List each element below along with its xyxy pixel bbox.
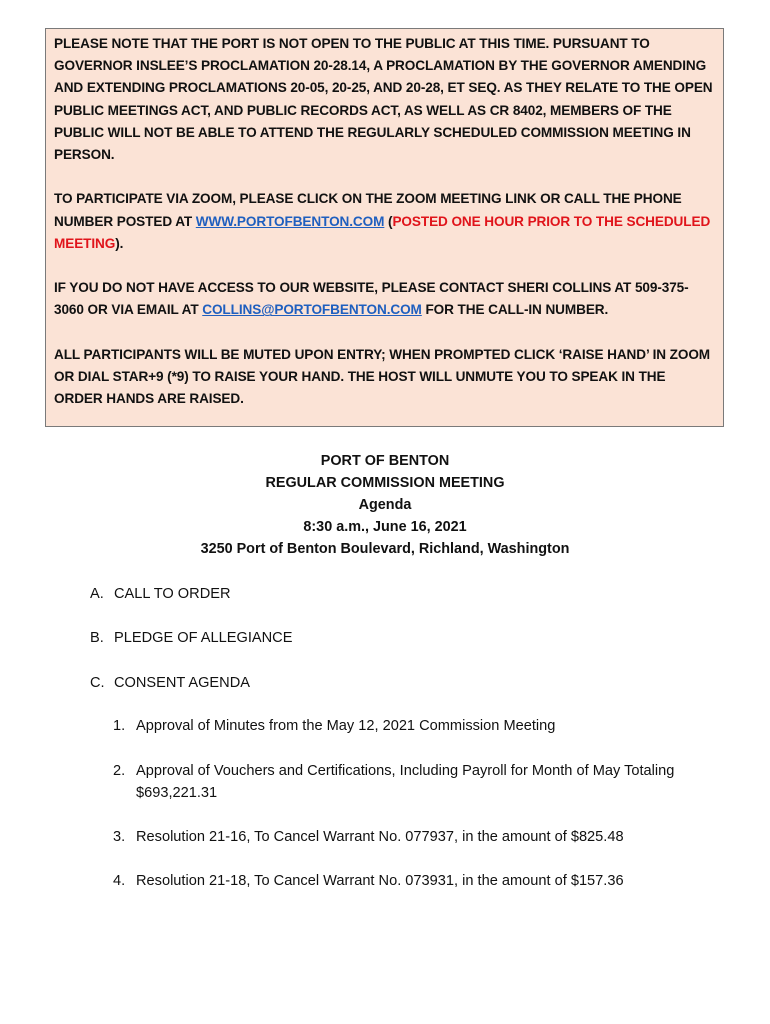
item-label: Resolution 21-16, To Cancel Warrant No. 077937, in the amount of $825.48	[136, 829, 624, 845]
item-label: Resolution 21-18, To Cancel Warrant No. 073931, in the amount of $157.36	[136, 873, 624, 889]
document-title: Agenda	[358, 497, 412, 513]
meeting-datetime: 8:30 a.m., June 16, 2021	[303, 519, 467, 535]
notice-contact-text: IF YOU DO NOT HAVE ACCESS TO OUR WEBSITE, PLEASE CONTACT SHERI COLLINS AT 509-375-3060 OR VIA EMAIL AT	[54, 280, 689, 318]
notice-contact-end: FOR THE CALL-IN NUMBER.	[421, 302, 609, 318]
notice-paren-close: ).	[115, 235, 124, 251]
item-number: 4.	[113, 873, 126, 889]
notice-muting: ALL PARTICIPANTS WILL BE MUTED UPON ENTRY; WHEN PROMPTED CLICK ‘RAISE HAND’ IN ZOOM OR DIAL STAR+9 (*9) TO RAISE YOUR HAND. THE HOST WILL UNMUTE YOU TO SPEAK IN THE ORDER HANDS ARE RAISED.	[54, 346, 711, 407]
item-label: Approval of Vouchers and Certifications, Including Payroll for Month of May Totaling $693,221.31	[136, 763, 675, 801]
notice-paren-open: (	[384, 213, 393, 229]
section-label: CONSENT AGENDA	[114, 675, 250, 691]
item-label: Approval of Minutes from the May 12, 2021 Commission Meeting	[136, 718, 556, 734]
posting-time-note: POSTED ONE HOUR PRIOR TO THE SCHEDULED MEETING	[54, 213, 711, 251]
section-marker: C.	[90, 675, 105, 691]
public-notice-box	[45, 28, 724, 427]
consent-item	[113, 715, 713, 737]
notice-contact	[54, 277, 715, 321]
section-marker: B.	[90, 630, 104, 646]
agenda-section	[90, 583, 231, 605]
section-label: PLEDGE OF ALLEGIANCE	[114, 630, 293, 646]
consent-item	[113, 760, 693, 804]
meeting-address: 3250 Port of Benton Boulevard, Richland, Washington	[200, 541, 570, 557]
org-name: PORT OF BENTON	[320, 453, 450, 469]
meeting-title: REGULAR COMMISSION MEETING	[265, 475, 505, 491]
notice-proclamation: PLEASE NOTE THAT THE PORT IS NOT OPEN TO THE PUBLIC AT THIS TIME. PURSUANT TO GOVERNOR INSLEE’S PROCLAMATION 20-28.14, A PROCLAMATION BY THE GOVERNOR AMENDING AND EXTENDING PROCLAMATIONS 20-05, 20-25, AND 20-28, ET SEQ. AS THEY RELATE TO THE OPEN PUBLIC MEETINGS ACT, AND PUBLIC RECORDS ACT, AS WELL AS CR 8402, MEMBERS OF THE PUBLIC WILL NOT BE ABLE TO ATTEND THE REGULARLY SCHEDULED COMMISSION MEETING IN PERSON.	[54, 36, 713, 163]
agenda-section	[90, 672, 250, 694]
website-link[interactable]: WWW.PORTOFBENTON.COM	[195, 213, 385, 229]
item-number: 1.	[113, 718, 126, 734]
notice-zoom-text: TO PARTICIPATE VIA ZOOM, PLEASE CLICK ON THE ZOOM MEETING LINK OR CALL THE PHONE NUMBER POSTED AT	[54, 191, 682, 229]
item-number: 3.	[113, 829, 126, 845]
notice-zoom-instructions	[54, 188, 715, 255]
consent-item	[113, 826, 713, 848]
item-number: 2.	[113, 763, 126, 779]
section-marker: A.	[90, 586, 104, 602]
email-link[interactable]: COLLINS@PORTOFBENTON.COM	[202, 302, 422, 318]
agenda-heading	[0, 450, 770, 560]
section-label: CALL TO ORDER	[114, 586, 231, 602]
consent-item	[113, 870, 713, 892]
agenda-section	[90, 627, 292, 649]
